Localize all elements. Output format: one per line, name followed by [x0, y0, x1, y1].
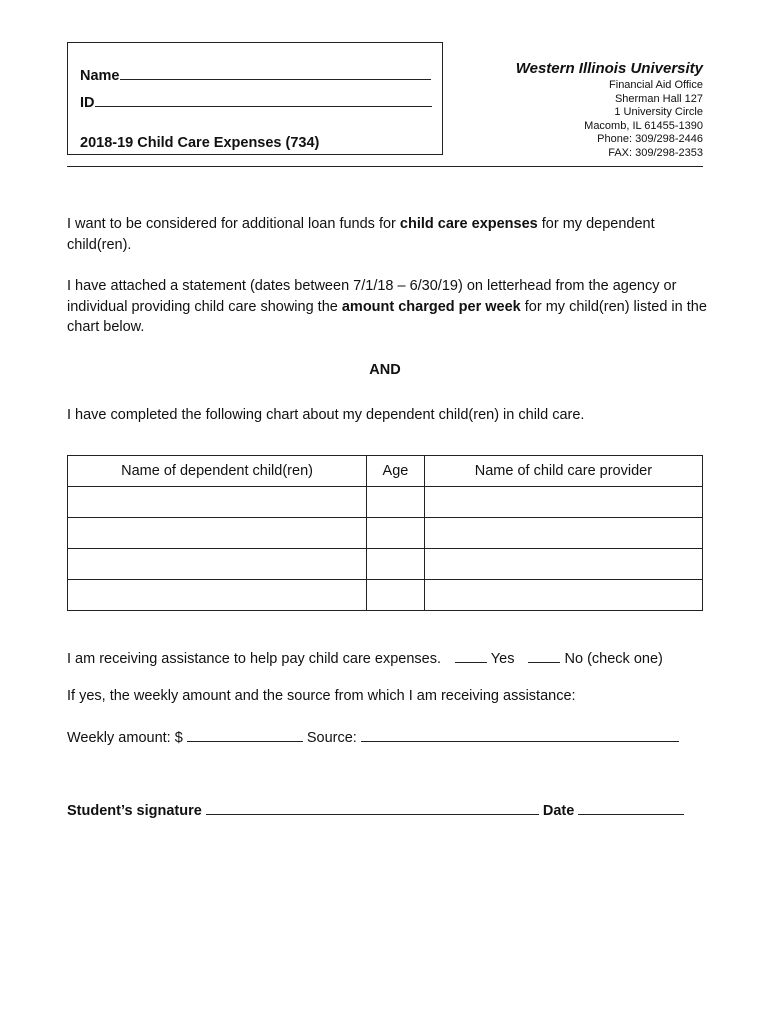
signature-blank[interactable]: [206, 800, 539, 815]
name-blank[interactable]: [120, 65, 431, 80]
p1-text: I want to be considered for additional loan funds for: [67, 216, 400, 232]
signature-line: [67, 800, 684, 819]
yes-label: Yes: [490, 651, 515, 667]
p1-bold: child care expenses: [399, 216, 538, 232]
child-name-cell[interactable]: [68, 518, 367, 549]
provider-name-cell[interactable]: [424, 580, 702, 611]
date-blank[interactable]: [578, 800, 684, 815]
p2-text: I have attached a statement (dates between 7/1/18 – 6/30/19) on letterhead from the agency or individual providing child care showing the: [67, 278, 677, 315]
paragraph-chart-intro: I have completed the following chart about my dependent child(ren) in child care.: [67, 407, 585, 423]
p1-text-end: for my dependent child(ren).: [67, 216, 655, 253]
name-field[interactable]: [80, 65, 431, 84]
assistance-question-line: [67, 648, 663, 667]
university-name: Western Illinois University: [515, 60, 703, 77]
children-table: [67, 455, 703, 611]
id-blank[interactable]: [95, 92, 432, 107]
provider-name-cell[interactable]: [424, 518, 702, 549]
id-label: ID: [80, 95, 95, 111]
no-label: No (check one): [564, 651, 663, 667]
child-name-cell[interactable]: [68, 549, 367, 580]
address-line: Financial Aid Office: [609, 79, 703, 91]
weekly-amount-line: [67, 727, 679, 746]
table-row: [68, 549, 703, 580]
source-label: Source:: [306, 730, 357, 746]
p2-bold: amount charged per week: [341, 298, 521, 315]
table-header-row: [68, 456, 703, 487]
form-title: 2018-19 Child Care Expenses (734): [80, 135, 320, 151]
table-row: [68, 518, 703, 549]
paragraph-statement: [67, 276, 707, 338]
column-header: Age: [367, 456, 425, 487]
provider-name-cell[interactable]: [424, 549, 702, 580]
source-blank[interactable]: [361, 727, 679, 742]
yes-checkbox-blank[interactable]: [455, 648, 487, 663]
child-age-cell[interactable]: [367, 487, 425, 518]
no-checkbox-blank[interactable]: [528, 648, 560, 663]
column-header: Name of dependent child(ren): [68, 456, 367, 487]
child-name-cell[interactable]: [68, 580, 367, 611]
signature-label: Student’s signature: [67, 803, 202, 819]
name-label: Name: [80, 68, 120, 84]
id-field[interactable]: [80, 92, 432, 111]
header-divider: [67, 166, 703, 167]
column-header: Name of child care provider: [424, 456, 702, 487]
address-line: Macomb, IL 61455-1390: [584, 119, 703, 132]
weekly-amount-blank[interactable]: [187, 727, 303, 742]
table-row: [68, 580, 703, 611]
address-line: 1 University Circle: [614, 106, 703, 118]
child-age-cell[interactable]: [367, 518, 425, 549]
weekly-amount-label: Weekly amount: $: [67, 730, 183, 746]
fax-line: FAX: 309/298-2353: [608, 146, 703, 159]
header-box: [67, 42, 443, 155]
paragraph-loan-request: [67, 214, 707, 255]
assistance-question: I am receiving assistance to help pay child care expenses.: [67, 651, 441, 667]
table-row: [68, 487, 703, 518]
child-age-cell[interactable]: [367, 549, 425, 580]
date-label: Date: [542, 803, 575, 819]
if-yes-instruction: If yes, the weekly amount and the source from which I am receiving assistance:: [67, 688, 576, 704]
provider-name-cell[interactable]: [424, 487, 702, 518]
phone-line: Phone: 309/298-2446: [597, 133, 703, 145]
and-heading: AND: [369, 362, 401, 378]
child-age-cell[interactable]: [367, 580, 425, 611]
p2-text-end: for my child(ren) listed in the chart below.: [67, 298, 707, 335]
child-name-cell[interactable]: [68, 487, 367, 518]
university-block: [516, 60, 703, 160]
address-line: Sherman Hall 127: [614, 92, 703, 105]
